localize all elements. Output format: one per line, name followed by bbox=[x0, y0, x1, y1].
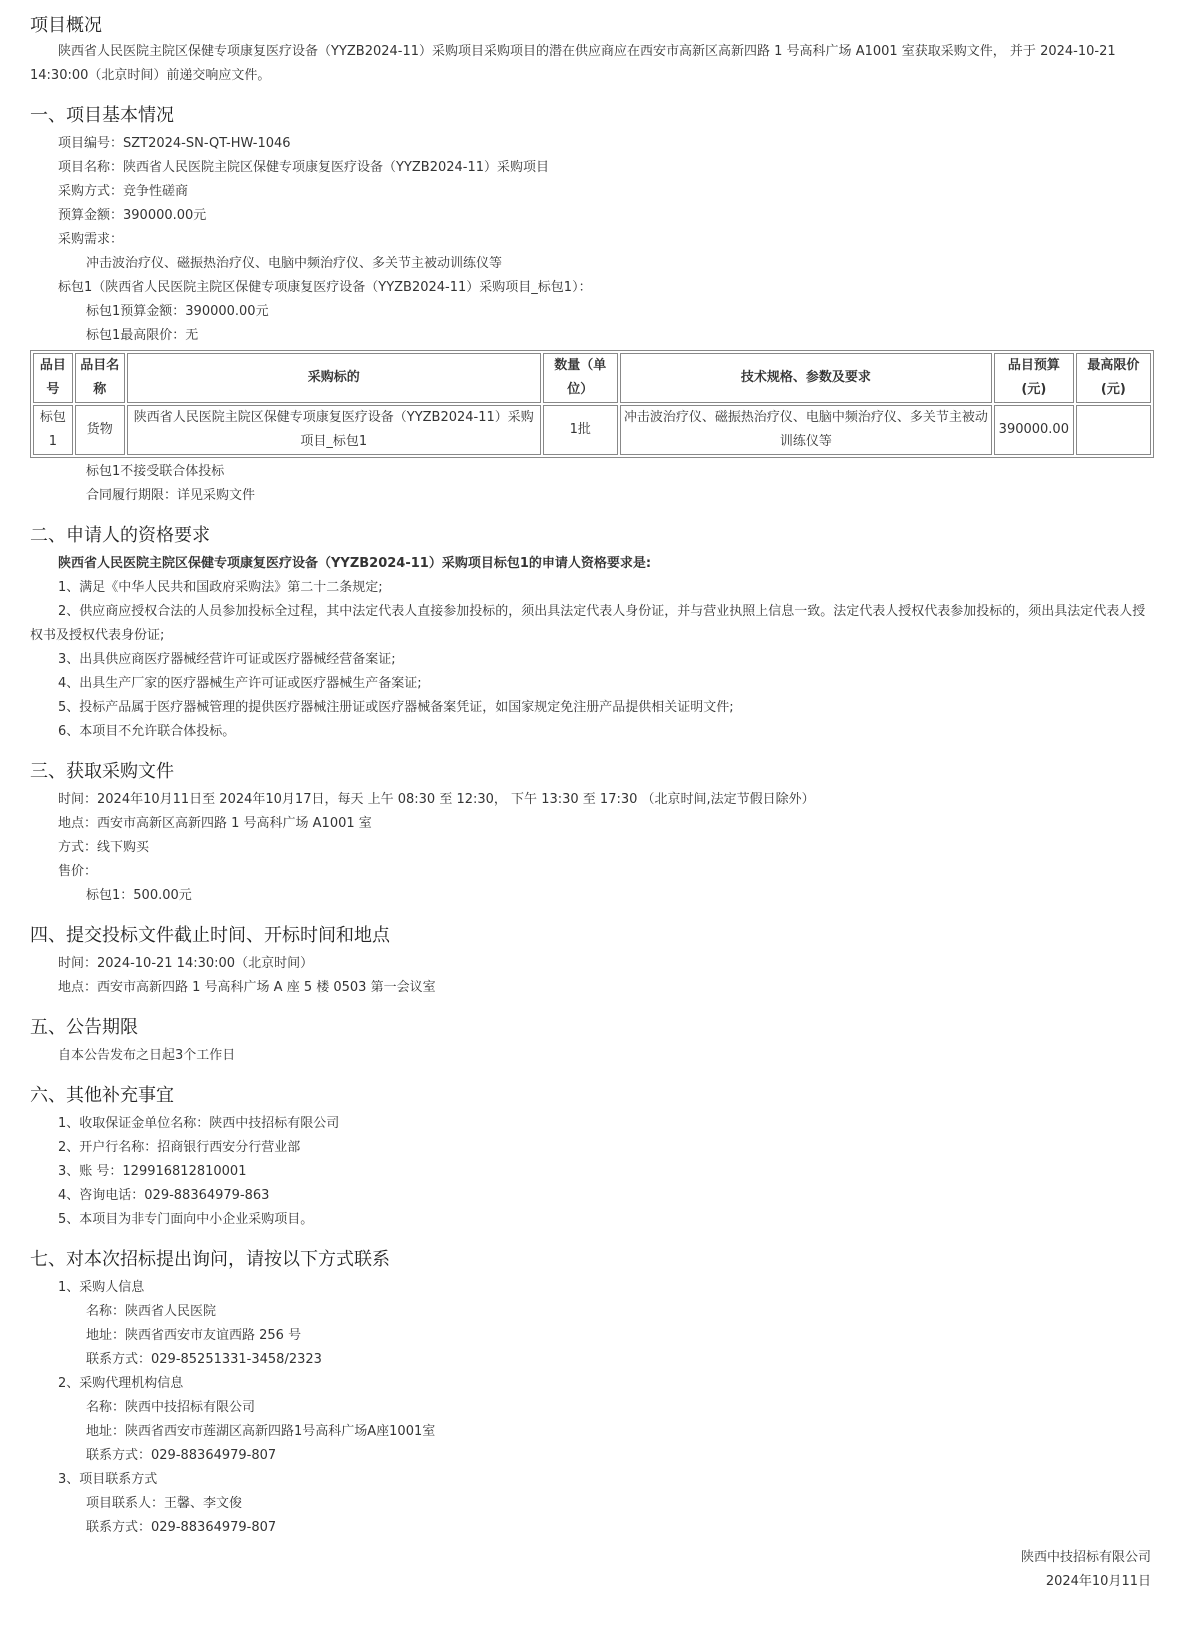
overview-title: 项目概况 bbox=[30, 15, 102, 36]
notice-period: 自本公告发布之日起3个工作日 bbox=[58, 1048, 236, 1063]
table-cell: 货物 bbox=[75, 405, 125, 455]
buyer-heading: 1、采购人信息 bbox=[58, 1280, 145, 1295]
table-header: 品目号 bbox=[33, 353, 73, 403]
acquire-price-label: 售价： bbox=[58, 864, 98, 879]
acquire-lot-price: 标包1：500.00元 bbox=[86, 888, 192, 903]
table-cell: 冲击波治疗仪、磁振热治疗仪、电脑中频治疗仪、多关节主被动训练仪等 bbox=[620, 405, 992, 455]
project-number: 项目编号：SZT2024-SN-QT-HW-1046 bbox=[58, 136, 291, 151]
agent-phone: 联系方式：029-88364979-807 bbox=[86, 1448, 277, 1463]
table-header: 采购标的 bbox=[127, 353, 541, 403]
qualification-item: 5、投标产品属于医疗器械管理的提供医疗器械注册证或医疗器械备案凭证，如国家规定免注册产品提供相关证明文件; bbox=[58, 700, 734, 715]
table-header-row bbox=[33, 353, 1151, 403]
table-row bbox=[33, 405, 1151, 455]
qualification-item: 1、满足《中华人民共和国政府采购法》第二十二条规定; bbox=[58, 580, 383, 595]
section-6-title: 六、其他补充事宜 bbox=[30, 1085, 174, 1106]
supplement-item: 4、咨询电话：029-88364979-863 bbox=[58, 1188, 270, 1203]
signature-block bbox=[30, 1546, 1153, 1594]
table-cell: 标包1 bbox=[33, 405, 73, 455]
table-cell bbox=[1076, 405, 1151, 455]
lot-max-price: 标包1最高限价：无 bbox=[86, 328, 199, 343]
contact-phone: 联系方式：029-88364979-807 bbox=[86, 1520, 277, 1535]
contact-person: 项目联系人：王馨、李文俊 bbox=[86, 1496, 243, 1511]
section-2-title: 二、申请人的资格要求 bbox=[30, 525, 210, 546]
section-3-title: 三、获取采购文件 bbox=[30, 761, 174, 782]
lot-budget: 标包1预算金额：390000.00元 bbox=[86, 304, 269, 319]
acquire-place: 地点：西安市高新区高新四路 1 号高科广场 A1001 室 bbox=[58, 816, 372, 831]
procurement-demand-label: 采购需求： bbox=[58, 232, 124, 247]
table-cell: 陕西省人民医院主院区保健专项康复医疗设备（YYZB2024-11）采购项目_标包1 bbox=[127, 405, 541, 455]
supplement-item: 5、本项目为非专门面向中小企业采购项目。 bbox=[58, 1212, 314, 1227]
section-5-title: 五、公告期限 bbox=[30, 1017, 138, 1038]
acquire-method: 方式：线下购买 bbox=[58, 840, 150, 855]
signature-company: 陕西中技招标有限公司 bbox=[1020, 1550, 1151, 1565]
buyer-address: 地址：陕西省西安市友谊西路 256 号 bbox=[86, 1328, 302, 1343]
section-1-title: 一、项目基本情况 bbox=[30, 105, 174, 126]
lot-title: 标包1（陕西省人民医院主院区保健专项康复医疗设备（YYZB2024-11）采购项目_标包1）： bbox=[58, 280, 592, 295]
overview-text: 陕西省人民医院主院区保健专项康复医疗设备（YYZB2024-11）采购项目采购项目的潜在供应商应在西安市高新区高新四路 1 号高科广场 A1001 室获取采购文件， 并于 2024-10-21 14:30:00（北京时间）前递交响应文件。 bbox=[30, 44, 1116, 83]
table-header: 数量（单位） bbox=[543, 353, 618, 403]
signature-date: 2024年10月11日 bbox=[1045, 1574, 1151, 1589]
supplement-item: 3、账 号：129916812810001 bbox=[58, 1164, 247, 1179]
opening-place: 地点：西安市高新四路 1 号高科广场 A 座 5 楼 0503 第一会议室 bbox=[58, 980, 436, 995]
deadline-time: 时间：2024-10-21 14:30:00（北京时间） bbox=[58, 956, 314, 971]
qualification-lead: 陕西省人民医院主院区保健专项康复医疗设备（YYZB2024-11）采购项目标包1的申请人资格要求是: bbox=[58, 556, 652, 571]
supplement-item: 2、开户行名称：招商银行西安分行营业部 bbox=[58, 1140, 301, 1155]
table-cell: 1批 bbox=[543, 405, 618, 455]
procurement-demand: 冲击波治疗仪、磁振热治疗仪、电脑中频治疗仪、多关节主被动训练仪等 bbox=[86, 256, 503, 271]
project-name: 项目名称：陕西省人民医院主院区保健专项康复医疗设备（YYZB2024-11）采购项目 bbox=[58, 160, 550, 175]
agent-heading: 2、采购代理机构信息 bbox=[58, 1376, 184, 1391]
items-table bbox=[30, 350, 1154, 458]
acquire-time: 时间：2024年10月11日至 2024年10月17日，每天 上午 08:30 至 12:30， 下午 13:30 至 17:30 （北京时间,法定节假日除外） bbox=[58, 792, 815, 807]
table-cell: 390000.00 bbox=[994, 405, 1074, 455]
table-header: 品目预算(元) bbox=[994, 353, 1074, 403]
section-7-title: 七、对本次招标提出询问，请按以下方式联系 bbox=[30, 1249, 390, 1270]
qualification-item: 4、出具生产厂家的医疗器械生产许可证或医疗器械生产备案证; bbox=[58, 676, 422, 691]
contact-heading: 3、项目联系方式 bbox=[58, 1472, 158, 1487]
lot-no-joint: 标包1不接受联合体投标 bbox=[86, 464, 225, 479]
agent-name: 名称：陕西中技招标有限公司 bbox=[86, 1400, 256, 1415]
table-header: 品目名称 bbox=[75, 353, 125, 403]
qualification-item: 2、供应商应授权合法的人员参加投标全过程，其中法定代表人直接参加投标的，须出具法定代表人身份证，并与营业执照上信息一致。法定代表人授权代表参加投标的，须出具法定代表人授权书及授权代表身份证; bbox=[30, 604, 1146, 643]
buyer-phone: 联系方式：029-85251331-3458/2323 bbox=[86, 1352, 322, 1367]
contract-period: 合同履行期限：详见采购文件 bbox=[86, 488, 256, 503]
supplement-item: 1、收取保证金单位名称：陕西中技招标有限公司 bbox=[58, 1116, 340, 1131]
table-header: 最高限价(元) bbox=[1076, 353, 1151, 403]
qualification-item: 3、出具供应商医疗器械经营许可证或医疗器械经营备案证; bbox=[58, 652, 396, 667]
agent-address: 地址：陕西省西安市莲湖区高新四路1号高科广场A座1001室 bbox=[86, 1424, 436, 1439]
procurement-method: 采购方式：竞争性磋商 bbox=[58, 184, 189, 199]
qualification-item: 6、本项目不允许联合体投标。 bbox=[58, 724, 236, 739]
buyer-name: 名称：陕西省人民医院 bbox=[86, 1304, 217, 1319]
budget-amount: 预算金额：390000.00元 bbox=[58, 208, 207, 223]
table-header: 技术规格、参数及要求 bbox=[620, 353, 992, 403]
section-4-title: 四、提交投标文件截止时间、开标时间和地点 bbox=[30, 925, 390, 946]
